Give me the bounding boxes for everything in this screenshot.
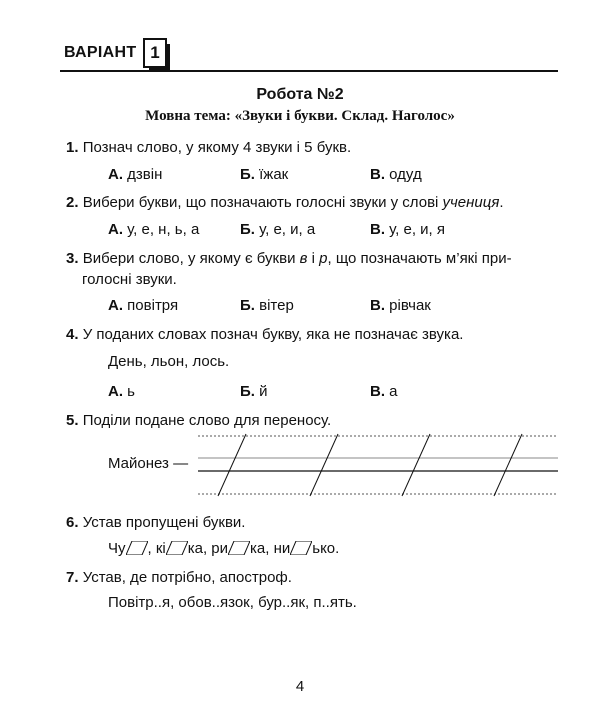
word-part: , кі bbox=[147, 540, 166, 557]
option-letter: А. bbox=[108, 221, 123, 238]
option-a bbox=[108, 166, 162, 183]
question-text: , що позначають м’які при- bbox=[327, 250, 512, 267]
option-text: дзвін bbox=[127, 166, 163, 183]
option-letter: В. bbox=[370, 383, 385, 400]
question-3 bbox=[66, 248, 512, 269]
page-number: 4 bbox=[295, 678, 305, 695]
question-number: 5. bbox=[66, 412, 79, 429]
option-text: рівчак bbox=[389, 297, 431, 314]
question-end: . bbox=[499, 194, 504, 211]
option-c bbox=[370, 383, 398, 400]
option-text: одуд bbox=[389, 166, 422, 183]
letter-v: в bbox=[299, 250, 308, 267]
handwriting-lines[interactable] bbox=[198, 430, 558, 500]
work-subtitle: Мовна тема: «Звуки і букви. Склад. Наголос» bbox=[145, 108, 455, 124]
option-letter: А. bbox=[108, 297, 123, 314]
option-a bbox=[108, 221, 199, 238]
word-part: Чу bbox=[108, 540, 126, 557]
option-text: вітер bbox=[259, 297, 294, 314]
option-letter: Б. bbox=[240, 383, 255, 400]
option-text: ь bbox=[127, 383, 135, 400]
option-letter: Б. bbox=[240, 297, 255, 314]
option-b bbox=[240, 166, 288, 183]
variant-label: ВАРІАНТ bbox=[64, 44, 137, 61]
fill-in-row bbox=[108, 540, 339, 557]
question-text: Вибери слово, у якому є букви bbox=[82, 250, 300, 267]
option-c bbox=[370, 166, 422, 183]
letter-blank[interactable] bbox=[126, 541, 148, 555]
option-a bbox=[108, 297, 178, 314]
option-c bbox=[370, 221, 445, 238]
option-b bbox=[240, 297, 294, 314]
question-word: учениця bbox=[442, 194, 500, 211]
letter-blank[interactable] bbox=[290, 541, 312, 555]
question-text: Вибери букви, що позначають голосні звуки у слові bbox=[82, 194, 443, 211]
option-letter: А. bbox=[108, 383, 123, 400]
question-2 bbox=[66, 192, 504, 213]
header-rule bbox=[60, 70, 558, 72]
question-4-words: День, льон, лось. bbox=[108, 353, 230, 370]
question-text: Устав, де потрібно, апостроф. bbox=[82, 569, 292, 586]
option-text: а bbox=[389, 383, 398, 400]
option-text: їжак bbox=[259, 166, 289, 183]
question-text: і bbox=[307, 250, 320, 267]
question-number: 4. bbox=[66, 326, 79, 343]
question-5 bbox=[66, 410, 331, 431]
hyphenation-word: Майонез — bbox=[108, 455, 189, 472]
option-letter: Б. bbox=[240, 221, 255, 238]
option-text: й bbox=[259, 383, 268, 400]
variant-number-box: 1 bbox=[143, 38, 167, 68]
question-number: 6. bbox=[66, 514, 79, 531]
word-part: ько. bbox=[312, 540, 340, 557]
option-c bbox=[370, 297, 431, 314]
work-title: Робота №2 bbox=[256, 86, 344, 103]
option-a bbox=[108, 383, 135, 400]
question-1 bbox=[66, 137, 351, 158]
question-6 bbox=[66, 512, 245, 533]
letter-r: р bbox=[319, 250, 328, 267]
option-text: у, е, н, ь, а bbox=[127, 221, 200, 238]
option-text: у, е, и, а bbox=[259, 221, 316, 238]
option-letter: В. bbox=[370, 221, 385, 238]
option-b bbox=[240, 383, 268, 400]
option-text: повітря bbox=[127, 297, 179, 314]
option-letter: В. bbox=[370, 297, 385, 314]
question-4 bbox=[66, 324, 463, 345]
question-number: 2. bbox=[66, 194, 79, 211]
option-text: у, е, и, я bbox=[389, 221, 446, 238]
question-7 bbox=[66, 567, 292, 588]
question-number: 1. bbox=[66, 139, 79, 156]
question-3-line2: голосні звуки. bbox=[82, 271, 177, 288]
option-letter: Б. bbox=[240, 166, 255, 183]
question-text: Познач слово, у якому 4 звуки і 5 букв. bbox=[82, 139, 352, 156]
question-number: 3. bbox=[66, 250, 79, 267]
word-part: ка, ри bbox=[187, 540, 229, 557]
question-text: У поданих словах познач букву, яка не позначає звука. bbox=[82, 326, 464, 343]
option-b bbox=[240, 221, 315, 238]
letter-blank[interactable] bbox=[166, 541, 188, 555]
question-number: 7. bbox=[66, 569, 79, 586]
apostrophe-words: Повітр..я, обов..язок, бур..як, п..ять. bbox=[108, 594, 357, 611]
option-letter: А. bbox=[108, 166, 123, 183]
question-text: Устав пропущені букви. bbox=[82, 514, 246, 531]
word-part: ка, ни bbox=[250, 540, 291, 557]
option-letter: В. bbox=[370, 166, 385, 183]
question-text: Поділи подане слово для переносу. bbox=[82, 412, 332, 429]
letter-blank[interactable] bbox=[228, 541, 250, 555]
